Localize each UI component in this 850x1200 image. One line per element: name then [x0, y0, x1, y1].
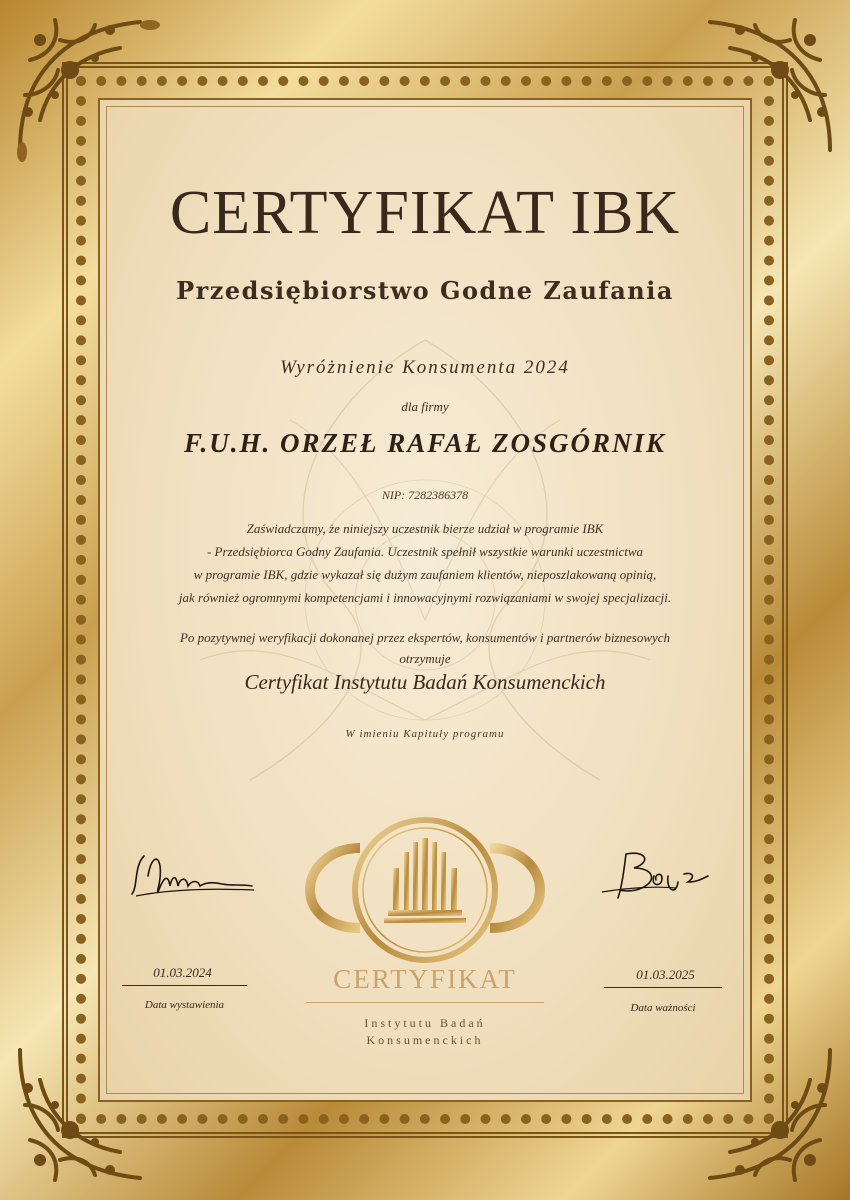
- corner-ornament-bottom-left: [0, 1030, 170, 1200]
- issue-date: 01.03.2024: [153, 965, 212, 980]
- corner-ornament-top-left: [0, 0, 170, 170]
- award-line: Wyróżnienie Konsumenta 2024: [280, 357, 570, 378]
- valid-date: 01.03.2025: [636, 967, 695, 982]
- emblem-subtitle-line2: Konsumenckich: [366, 1033, 484, 1047]
- valid-date-label: Data ważności: [630, 1002, 696, 1014]
- certificate-body-text: [0, 517, 850, 609]
- emblem-divider: [306, 1002, 544, 1003]
- certificate-title: CERTYFIKAT IBK: [169, 179, 681, 247]
- verification-line: Po pozytywnej weryfikacji dokonanej przez ekspertów, konsumentów i partnerów biznesowych: [179, 630, 671, 645]
- building-columns-icon: [300, 808, 550, 968]
- signature-left: [126, 846, 256, 906]
- body-line: jak również ogromnymi kompetencjami i innowacyjnymi rozwiązaniami w swojej specjalizacji.: [178, 590, 672, 605]
- certificate-subtitle: Przedsiębiorstwo Godne Zaufania: [176, 276, 674, 305]
- chapter-label: W imieniu Kapituły programu: [345, 728, 505, 740]
- signature-right: [596, 846, 716, 906]
- company-nip: NIP: 7282386378: [381, 488, 469, 502]
- body-line: Zaświadczamy, że niniejszy uczestnik bierze udział w programie IBK: [246, 521, 604, 536]
- verification-line: otrzymuje: [399, 651, 451, 666]
- body-line: - Przedsiębiorca Godny Zaufania. Uczestnik spełnił wszystkie warunki uczestnictwa: [206, 544, 644, 559]
- certificate-name: Certyfikat Instytutu Badań Konsumenckich: [244, 670, 606, 694]
- emblem-title: CERTYFIKAT: [333, 964, 517, 994]
- emblem-subtitle-line1: Instytutu Badań: [364, 1016, 486, 1030]
- issue-date-label: Data wystawienia: [144, 999, 225, 1011]
- company-name: F.U.H. ORZEŁ RAFAŁ ZOSGÓRNIK: [183, 428, 667, 458]
- corner-ornament-bottom-right: [680, 1030, 850, 1200]
- for-company-label: dla firmy: [401, 399, 449, 414]
- body-line: w programie IBK, gdzie wykazał się dużym zaufaniem klientów, nieposzlakowaną opinią,: [193, 567, 657, 582]
- verification-text: [0, 627, 850, 669]
- corner-ornament-top-right: [680, 0, 850, 170]
